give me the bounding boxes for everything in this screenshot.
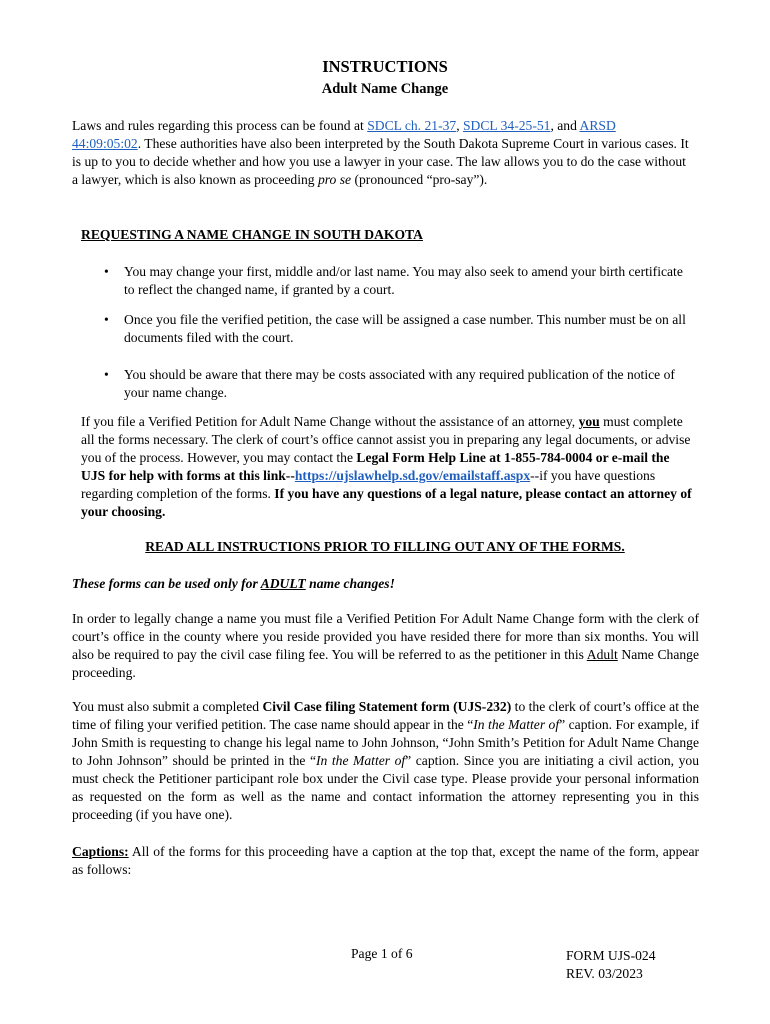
ujs-email-staff-link[interactable]: https://ujslawhelp.sd.gov/emailstaff.aspx (294, 468, 531, 483)
arsd-link-part-2[interactable]: 44:09:05:02 (72, 136, 138, 151)
assist-text-2: must complete all the forms necessary. The clerk of court’s office cannot assist you in preparing any legal documents, or advise you of the process. However, you may contact the (81, 414, 691, 465)
adult-only-text-1: These forms can be used only for (72, 576, 261, 591)
sdcl-21-37-link[interactable]: SDCL ch. 21-37 (367, 118, 457, 133)
assistance-paragraph (81, 413, 693, 521)
form-number: FORM UJS-024 (566, 948, 656, 963)
arsd-link-part-1[interactable]: ARSD (579, 118, 616, 133)
statement-text-2: to the clerk of court’s office at the time of filing your verified petition. The case name should appear in the “ (72, 699, 699, 732)
in-the-matter-of-italic: In the Matter of (316, 753, 406, 768)
intro-text-1: Laws and rules regarding this process can be found at (72, 118, 368, 133)
read-all-instructions-heading: READ ALL INSTRUCTIONS PRIOR TO FILLING OUT ANY OF THE FORMS. (145, 539, 625, 554)
bullet-item-1: You may change your first, middle and/or last name. You may also seek to amend your birth certificate to reflect the changed name, if granted by a court. (124, 264, 683, 297)
bullet-marker: • (104, 264, 109, 279)
sdcl-34-25-51-link[interactable]: SDCL 34-25-51 (462, 118, 551, 133)
captions-label: Captions: (72, 844, 129, 859)
help-line-text: Legal Form Help Line at 1-855-784-0004 or e-mail the UJS for help with forms at this link-- (81, 450, 670, 483)
form-revision: REV. 03/2023 (566, 966, 643, 981)
assist-text-1: If you file a Verified Petition for Adult Name Change without the assistance of an attorney, (81, 414, 579, 429)
intro-text-3: , and (550, 118, 580, 133)
adult-only-text-2: name changes! (305, 576, 395, 591)
captions-paragraph (72, 843, 699, 879)
intro-paragraph (72, 117, 694, 189)
assist-text-3: --if you have questions regarding completion of the forms. (81, 468, 656, 501)
intro-text-2: , (456, 118, 463, 133)
statement-text-3: ” caption. For example, if John Smith is requesting to change his legal name to John Johnson, “John Smith’s Petition for Adult Name Change to John Johnson” should be printed in the “ (72, 717, 700, 768)
bullet-item-3: You should be aware that there may be costs associated with any required publication of the notice of your name change. (124, 367, 675, 400)
captions-text: All of the forms for this proceeding have a caption at the top that, except the name of the form, appear as follows: (72, 844, 699, 877)
bullet-marker: • (104, 367, 109, 382)
filing-text-1: In order to legally change a name you must file a Verified Petition For Adult Name Change form with the clerk of court’s office in the county where you reside provided you have resided there for more than six months. You will also be required to pay the civil case filing fee. You will be referred to as the petitioner in this (72, 611, 699, 662)
filing-paragraph (72, 610, 699, 682)
page-number: Page 1 of 6 (351, 946, 413, 961)
adult-underlined: Adult (586, 647, 618, 662)
bullet-marker: • (104, 312, 109, 327)
civil-case-statement-paragraph (72, 698, 699, 824)
document-title: INSTRUCTIONS (322, 57, 448, 76)
section-heading-requesting: REQUESTING A NAME CHANGE IN SOUTH DAKOTA (81, 227, 423, 242)
in-the-matter-of-italic: In the Matter of (473, 717, 560, 732)
bullet-item-2: Once you file the verified petition, the case will be assigned a case number. This number must be on all documents filed with the court. (124, 312, 686, 345)
document-subtitle: Adult Name Change (321, 81, 449, 97)
intro-text-5: (pronounced “pro-say”). (351, 172, 488, 187)
adult-emphasis: ADULT (260, 576, 306, 591)
civil-case-form-name: Civil Case filing Statement form (UJS-232) (262, 699, 512, 714)
statement-text-1: You must also submit a completed (72, 699, 263, 714)
adult-only-notice (72, 575, 694, 593)
assist-you-emphasis: you (578, 414, 600, 429)
legal-nature-notice: If you have any questions of a legal nature, please contact an attorney of your choosing. (81, 486, 692, 519)
filing-text-2: Name Change proceeding. (72, 647, 699, 680)
statement-text-4: ” caption. Since you are initiating a civil action, you must check the Petitioner participant role box under the Civil case type. Please provide your personal information as requested on the form as well as the name and contact information the attorney representing you in this proceeding (if you have one). (72, 753, 699, 822)
pro-se-term: pro se (317, 172, 352, 187)
intro-text-4: . These authorities have also been interpreted by the South Dakota Supreme Court in various cases. It is up to you to decide whether and how you use a lawyer in your case. The law allows you to do the case without a lawyer, which is also known as proceeding (72, 136, 689, 187)
